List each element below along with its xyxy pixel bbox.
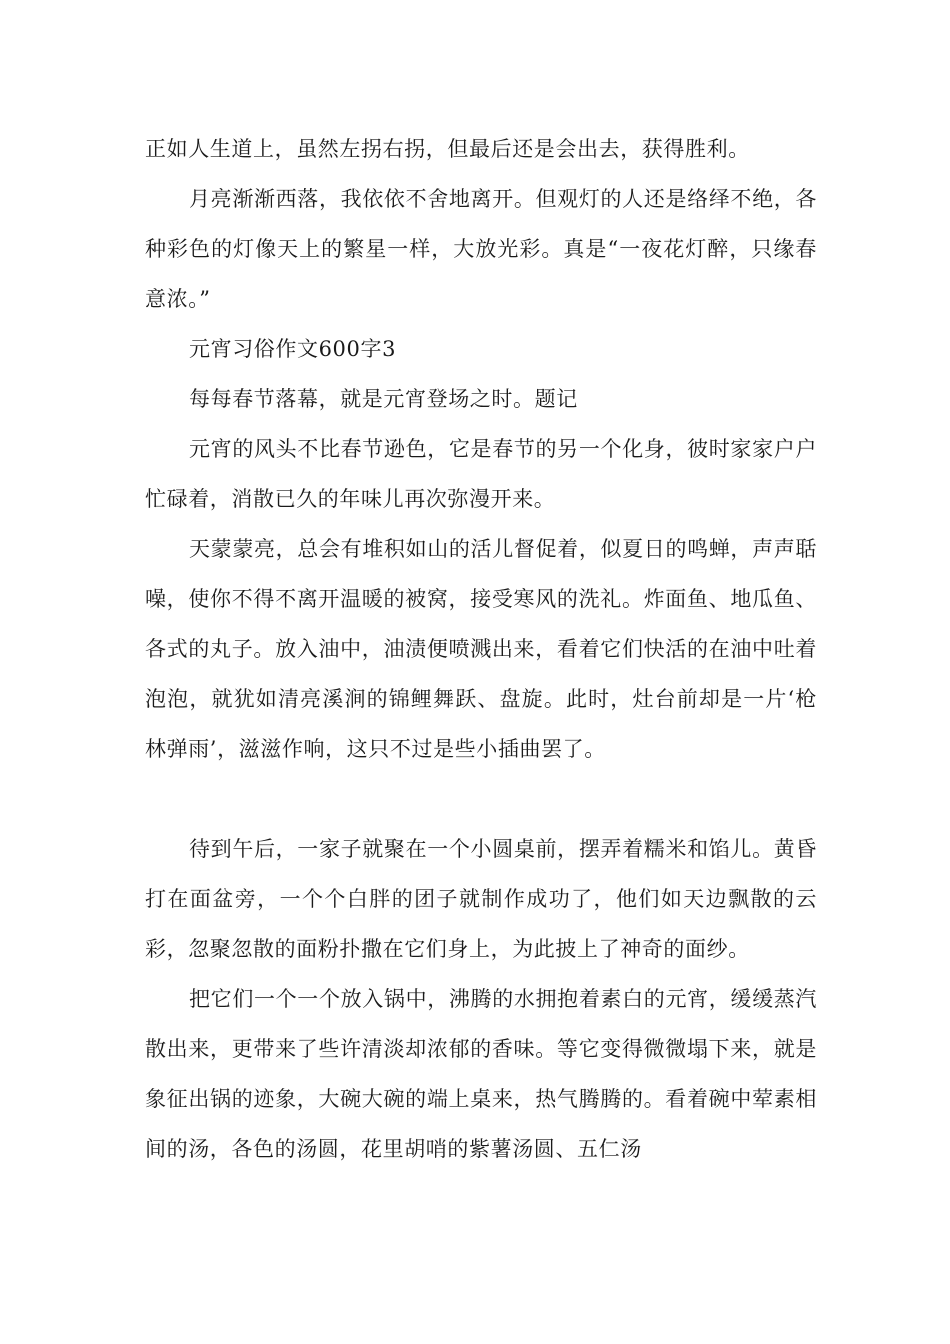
- paragraph-3: 元宵的风头不比春节逊色，它是春节的另一个化身，彼时家家户户忙碌着，消散已久的年味儿再次弥漫开来。: [145, 437, 817, 511]
- text-block-lower: [145, 824, 817, 1174]
- text-block-upper: [145, 124, 817, 774]
- paragraph-6: 把它们一个一个放入锅中，沸腾的水拥抱着素白的元宵，缓缓蒸汽散出来，更带来了些许清淡却浓郁的香味。等它变得微微塌下来，就是象征出锅的迹象，大碗大碗的端上桌来，热气腾腾的。看着碗中荤素相间的汤，各色的汤圆，花里胡哨的紫薯汤圆、五仁汤: [145, 987, 817, 1161]
- paragraph-4: 天蒙蒙亮，总会有堆积如山的活儿督促着，似夏日的鸣蝉，声声聒噪，使你不得不离开温暖的被窝，接受寒风的洗礼。炸面鱼、地瓜鱼、各式的丸子。放入油中，油渍便喷溅出来，看着它们快活的在油中吐着泡泡，就犹如清亮溪涧的锦鲤舞跃、盘旋。此时，灶台前却是一片‘枪林弹雨’，滋滋作响，这只不过是些小插曲罢了。: [145, 537, 817, 761]
- paragraph-1: 正如人生道上，虽然左拐右拐，但最后还是会出去，获得胜利。: [145, 137, 750, 161]
- paragraph-2: 月亮渐渐西落，我依依不舍地离开。但观灯的人还是络绎不绝，各种彩色的灯像天上的繁星一样，大放光彩。真是“一夜花灯醉，只缘春意浓。”: [145, 187, 817, 311]
- paragraph-5: 待到午后，一家子就聚在一个小圆桌前，摆弄着糯米和馅儿。黄昏打在面盆旁，一个个白胖的团子就制作成功了，他们如天边飘散的云彩，忽聚忽散的面粉扑撒在它们身上，为此披上了神奇的面纱。: [145, 837, 817, 961]
- paragraph-epigraph: 每每春节落幕，就是元宵登场之时。题记: [189, 387, 578, 411]
- section-heading: 元宵习俗作文600字3: [189, 337, 397, 361]
